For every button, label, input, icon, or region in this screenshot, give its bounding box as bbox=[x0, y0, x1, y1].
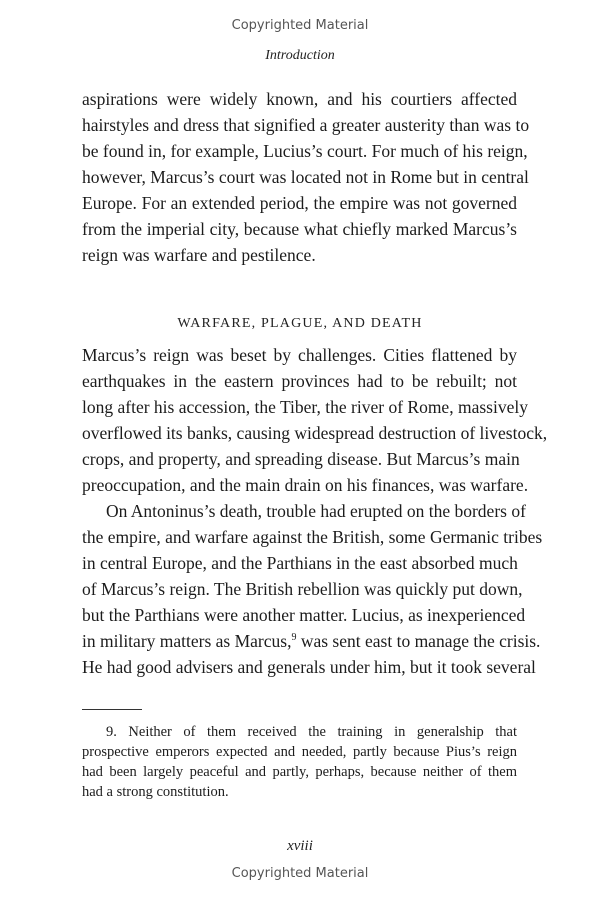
text-line: hairstyles and dress that signified a greater austerity than was to bbox=[82, 115, 530, 135]
footnote-line: had a strong constitution. bbox=[82, 784, 229, 800]
page-number: xviii bbox=[287, 838, 313, 854]
text-line: overflowed its banks, causing widespread destruction of livestock, bbox=[82, 423, 548, 443]
footnote-line: had been largely peaceful and partly, perhaps, because neither of them bbox=[82, 764, 517, 780]
text-line: from the imperial city, because what chiefly marked Marcus’s bbox=[82, 219, 517, 239]
text-line: earthquakes in the eastern provinces had to be rebuilt; not bbox=[82, 371, 517, 391]
text-line: aspirations were widely known, and his courtiers affected bbox=[82, 89, 517, 109]
footnote-line: prospective emperors expected and needed, partly because Pius’s reign bbox=[82, 744, 517, 760]
text-line: On Antoninus’s death, trouble had erupted on the borders of bbox=[106, 501, 526, 521]
footnote-line: 9. Neither of them received the training in generalship that bbox=[106, 724, 517, 740]
text-line: He had good advisers and generals under him, but it took several bbox=[82, 657, 536, 677]
paragraph-1 bbox=[82, 86, 530, 268]
footnote-rule bbox=[82, 709, 142, 710]
text-line: Europe. For an extended period, the empire was not governed bbox=[82, 193, 517, 213]
text-line: however, Marcus’s court was located not in Rome but in central bbox=[82, 167, 529, 187]
text-line: long after his accession, the Tiber, the river of Rome, massively bbox=[82, 397, 528, 417]
paragraph-2 bbox=[82, 342, 548, 498]
text-line: be found in, for example, Lucius’s court. For much of his reign, bbox=[82, 141, 528, 161]
text-line: preoccupation, and the main drain on his finances, was warfare. bbox=[82, 475, 529, 495]
section-heading: WARFARE, PLAGUE, AND DEATH bbox=[177, 316, 423, 331]
copyright-watermark-bottom: Copyrighted Material bbox=[231, 866, 369, 881]
note-line-before: in military matters as Marcus, bbox=[82, 631, 292, 651]
text-line: the empire, and warfare against the British, some Germanic tribes bbox=[82, 527, 543, 547]
text-line: Marcus’s reign was beset by challenges. Cities flattened by bbox=[82, 345, 517, 365]
text-line: of Marcus’s reign. The British rebellion was quickly put down, bbox=[82, 579, 523, 599]
note-line-after: was sent east to manage the crisis. bbox=[296, 631, 541, 651]
text-line-with-note bbox=[82, 628, 541, 654]
text-line: in central Europe, and the Parthians in the east absorbed much bbox=[82, 553, 518, 573]
text-line: but the Parthians were another matter. Lucius, as inexperienced bbox=[82, 605, 526, 625]
text-line: reign was warfare and pestilence. bbox=[82, 245, 316, 265]
text-line: crops, and property, and spreading disease. But Marcus’s main bbox=[82, 449, 520, 469]
running-head: Introduction bbox=[265, 48, 335, 63]
footnote bbox=[82, 722, 517, 802]
copyright-watermark-top: Copyrighted Material bbox=[231, 18, 369, 33]
paragraph-3 bbox=[82, 498, 543, 680]
footnote-reference[interactable]: 9 bbox=[291, 632, 297, 644]
